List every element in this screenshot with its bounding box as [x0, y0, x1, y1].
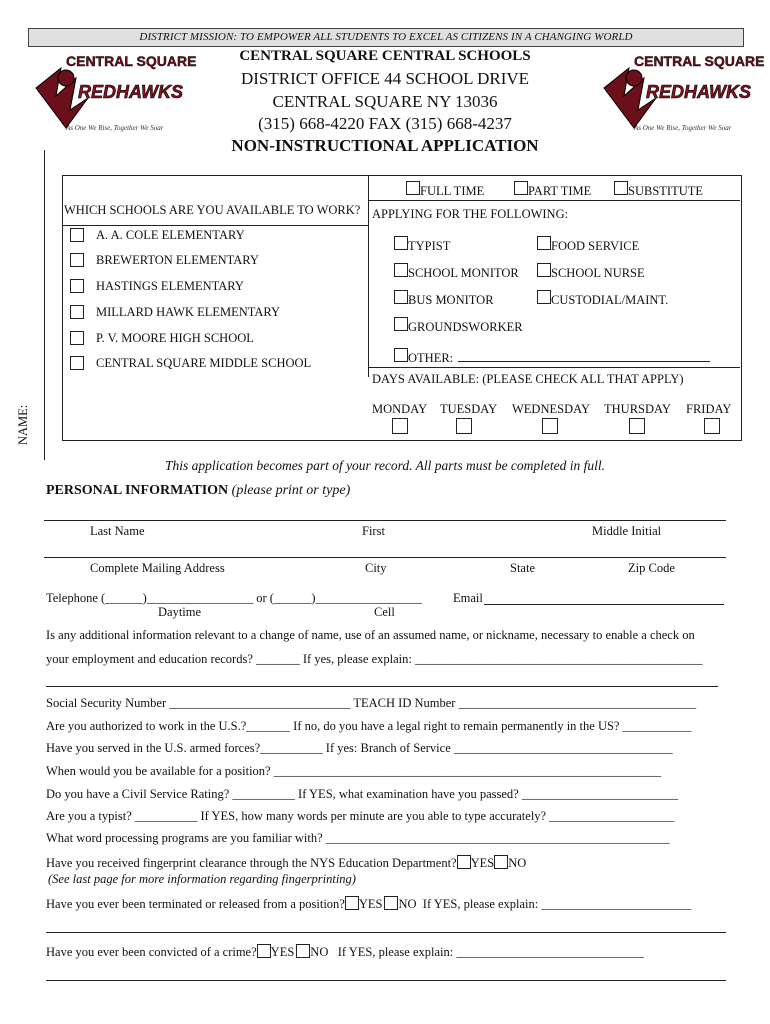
logo-tagline: As One We Rise, Together We Soar: [634, 124, 732, 132]
ssn-field[interactable]: Social Security Number _____________________________ TEACH ID Number ______________________________________: [46, 696, 697, 710]
last-name-label: Last Name: [90, 524, 145, 538]
page-title: NON-INSTRUCTIONAL APPLICATION: [231, 136, 539, 155]
notice-text: This application becomes part of your record. All parts must be completed in full.: [164, 458, 606, 473]
no-label: NO: [310, 945, 329, 959]
logo-top-text: CENTRAL SQUARE: [66, 53, 197, 69]
substitute-label: SUBSTITUTE: [628, 184, 703, 198]
terminated-explain-input[interactable]: [46, 932, 726, 933]
name-line: [44, 150, 45, 460]
district-address: DISTRICT OFFICE 44 SCHOOL DRIVE: [240, 69, 530, 88]
position-checkbox[interactable]: [394, 236, 408, 250]
convicted-explain[interactable]: If YES, please explain: ______________________________: [337, 945, 644, 959]
convicted-no-checkbox[interactable]: [296, 944, 310, 958]
word-processing-field[interactable]: What word processing programs are you familiar with? _______________________________________________________: [46, 831, 670, 845]
position-label: SCHOOL MONITOR: [408, 266, 519, 280]
district-logo-right: [594, 48, 765, 140]
position-label: CUSTODIAL/MAINT.: [551, 293, 669, 307]
day-checkbox[interactable]: [392, 418, 408, 434]
school-label: BREWERTON ELEMENTARY: [96, 253, 259, 267]
yes-label: YES: [270, 945, 295, 959]
position-checkbox[interactable]: [537, 263, 551, 277]
name-input[interactable]: [44, 520, 726, 521]
school-label: CENTRAL SQUARE MIDDLE SCHOOL: [96, 356, 312, 370]
terminated-yes-checkbox[interactable]: [345, 896, 359, 910]
telephone-field[interactable]: Telephone (______)_________________ or (______)_________________: [46, 591, 422, 605]
position-checkbox[interactable]: [394, 317, 408, 331]
school-checkbox[interactable]: [70, 253, 84, 267]
no-label: NO: [508, 856, 527, 870]
fingerprint-question: Have you received fingerprint clearance through the NYS Education Department?: [46, 856, 457, 870]
part-time-label: PART TIME: [528, 184, 592, 198]
authorized-field[interactable]: Are you authorized to work in the U.S.?_______ If no, do you have a legal right to remain permanently in the US? ___________: [46, 719, 692, 733]
position-checkbox[interactable]: [537, 290, 551, 304]
logo-main-text: REDHAWKS: [78, 82, 184, 102]
no-label: NO: [398, 897, 417, 911]
terminated-no-checkbox[interactable]: [384, 896, 398, 910]
yes-label: YES: [358, 897, 383, 911]
convicted-yes-checkbox[interactable]: [257, 944, 271, 958]
school-checkbox[interactable]: [70, 279, 84, 293]
other-label: OTHER:: [408, 351, 454, 365]
state-label: State: [510, 561, 535, 575]
school-label: P. V. MOORE HIGH SCHOOL: [96, 331, 254, 345]
email-input[interactable]: [484, 604, 724, 605]
terminated-question: Have you ever been terminated or released from a position?: [46, 897, 345, 911]
middle-initial-label: Middle Initial: [592, 524, 662, 538]
zip-label: Zip Code: [628, 561, 675, 575]
day-checkbox[interactable]: [629, 418, 645, 434]
day-checkbox[interactable]: [456, 418, 472, 434]
part-time-checkbox[interactable]: [514, 181, 528, 195]
daytime-label: Daytime: [158, 605, 202, 619]
convicted-explain-input[interactable]: [46, 980, 726, 981]
explain-input[interactable]: [46, 686, 718, 687]
first-name-label: First: [362, 524, 385, 538]
personal-heading: PERSONAL INFORMATION: [46, 483, 229, 498]
school-label: HASTINGS ELEMENTARY: [96, 279, 244, 293]
full-time-checkbox[interactable]: [406, 181, 420, 195]
position-label: SCHOOL NURSE: [551, 266, 645, 280]
position-label: GROUNDSWORKER: [408, 320, 523, 334]
day-label: WEDNESDAY: [512, 402, 591, 416]
convicted-question: Have you ever been convicted of a crime?: [46, 945, 257, 959]
day-label: MONDAY: [372, 402, 428, 416]
availability-field[interactable]: When would you be available for a position? ______________________________________________________________: [46, 764, 662, 778]
email-label: Email: [453, 591, 483, 605]
applying-label: APPLYING FOR THE FOLLOWING:: [372, 207, 569, 221]
full-time-label: FULL TIME: [420, 184, 485, 198]
name-change-answer[interactable]: your employment and education records? _______ If yes, please explain: ______________________________________________: [46, 652, 703, 666]
logo-tagline: As One We Rise, Together We Soar: [66, 124, 164, 132]
substitute-checkbox[interactable]: [614, 181, 628, 195]
district-logo-left: [26, 48, 197, 140]
position-label: TYPIST: [408, 239, 451, 253]
day-label: FRIDAY: [686, 402, 732, 416]
district-phone: (315) 668-4220 FAX (315) 668-4237: [258, 114, 512, 133]
fingerprint-no-checkbox[interactable]: [494, 855, 508, 869]
terminated-explain[interactable]: If YES, please explain: ________________________: [422, 897, 692, 911]
name-change-question: Is any additional information relevant to a change of name, use of an assumed name, or nickname, necessary to enable a check on: [46, 628, 695, 642]
position-checkbox[interactable]: [537, 236, 551, 250]
fingerprint-note: (See last page for more information regarding fingerprinting): [48, 872, 356, 886]
fingerprint-yes-checkbox[interactable]: [457, 855, 471, 869]
school-checkbox[interactable]: [70, 356, 84, 370]
position-label: FOOD SERVICE: [551, 239, 640, 253]
name-label: NAME:: [16, 404, 30, 445]
school-checkbox[interactable]: [70, 305, 84, 319]
day-label: TUESDAY: [440, 402, 498, 416]
school-label: A. A. COLE ELEMENTARY: [96, 228, 245, 242]
position-label: BUS MONITOR: [408, 293, 494, 307]
day-checkbox[interactable]: [704, 418, 720, 434]
personal-heading-note: (please print or type): [231, 483, 351, 498]
position-checkbox[interactable]: [394, 290, 408, 304]
typist-field[interactable]: Are you a typist? __________ If YES, how many words per minute are you able to type accurately? ____________________: [46, 809, 675, 823]
logo-main-text: REDHAWKS: [646, 82, 752, 102]
school-label: MILLARD HAWK ELEMENTARY: [96, 305, 281, 319]
yes-label: YES: [470, 856, 495, 870]
other-checkbox[interactable]: [394, 348, 408, 362]
school-checkbox[interactable]: [70, 228, 84, 242]
day-label: THURSDAY: [604, 402, 671, 416]
cell-label: Cell: [374, 605, 395, 619]
schools-question: WHICH SCHOOLS ARE YOU AVAILABLE TO WORK?: [64, 203, 361, 217]
armed-forces-field[interactable]: Have you served in the U.S. armed forces?__________ If yes: Branch of Service ___________________________________: [46, 741, 673, 755]
logo-top-text: CENTRAL SQUARE: [634, 53, 765, 69]
city-label: City: [365, 561, 387, 575]
district-name: CENTRAL SQUARE CENTRAL SCHOOLS: [239, 48, 531, 64]
days-label: DAYS AVAILABLE: (PLEASE CHECK ALL THAT APPLY): [372, 372, 684, 386]
address-input[interactable]: [44, 557, 726, 558]
address-label: Complete Mailing Address: [90, 561, 225, 575]
position-checkbox[interactable]: [394, 263, 408, 277]
mission-banner: DISTRICT MISSION: TO EMPOWER ALL STUDENTS TO EXCEL AS CITIZENS IN A CHANGING WORLD: [28, 28, 744, 47]
district-city: CENTRAL SQUARE NY 13036: [272, 92, 498, 111]
civil-service-field[interactable]: Do you have a Civil Service Rating? __________ If YES, what examination have you passed? _________________________: [46, 787, 679, 801]
school-checkbox[interactable]: [70, 331, 84, 345]
day-checkbox[interactable]: [542, 418, 558, 434]
other-input[interactable]: [458, 361, 710, 362]
